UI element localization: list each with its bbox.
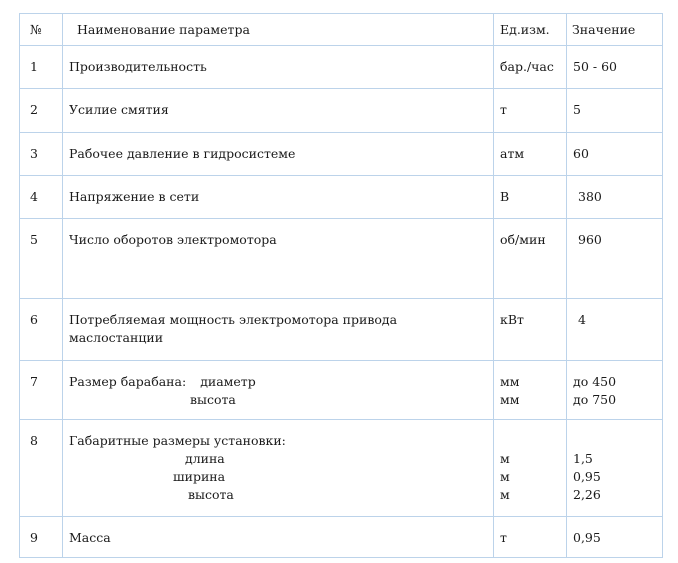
row-value: 960 <box>567 219 663 299</box>
row-sub-width: ширина <box>173 469 226 484</box>
table-row <box>20 361 663 420</box>
row-unit: кВт <box>494 299 567 361</box>
row-value-2: до 750 <box>573 392 617 407</box>
row-sub-diameter: диаметр <box>200 374 256 389</box>
row-unit-1: мм <box>500 374 520 389</box>
row-sub-length: длина <box>185 451 225 466</box>
row-num: 2 <box>20 89 63 133</box>
row-value: 4 <box>567 299 663 361</box>
row-unit: атм <box>494 133 567 176</box>
row-name-main: Габаритные размеры установки: <box>69 433 286 448</box>
row-value <box>567 420 663 517</box>
row-name-main: Размер барабана: <box>69 374 187 389</box>
table-row <box>20 299 663 361</box>
row-name-line1: Потребляемая мощность электромотора привода <box>69 312 398 327</box>
row-value <box>567 361 663 420</box>
table-row <box>20 133 663 176</box>
row-num: 4 <box>20 176 63 219</box>
row-name: Рабочее давление в гидросистеме <box>63 133 494 176</box>
row-name: Усилие смятия <box>63 89 494 133</box>
row-unit: бар./час <box>494 46 567 89</box>
spec-table <box>19 13 663 558</box>
row-num: 6 <box>20 299 63 361</box>
row-name: Производительность <box>63 46 494 89</box>
row-name-line2: маслостанции <box>69 330 164 345</box>
row-num: 9 <box>20 517 63 558</box>
row-unit-3: м <box>500 487 510 502</box>
row-name: Число оборотов электромотора <box>63 219 494 299</box>
row-unit-1: м <box>500 451 510 466</box>
row-name <box>63 299 494 361</box>
row-unit: об/мин <box>494 219 567 299</box>
header-value: Значение <box>567 14 663 46</box>
row-sub-height: высота <box>188 487 234 502</box>
table-header-row <box>20 14 663 46</box>
row-unit <box>494 361 567 420</box>
row-value-1: 1,5 <box>573 451 593 466</box>
row-unit-2: мм <box>500 392 520 407</box>
row-value: 0,95 <box>567 517 663 558</box>
row-num: 5 <box>20 219 63 299</box>
table-row <box>20 517 663 558</box>
row-value: 50 - 60 <box>567 46 663 89</box>
row-name <box>63 420 494 517</box>
row-num: 1 <box>20 46 63 89</box>
table-row <box>20 219 663 299</box>
row-num: 7 <box>20 361 63 420</box>
row-unit-2: м <box>500 469 510 484</box>
row-unit <box>494 420 567 517</box>
row-name <box>63 361 494 420</box>
row-num: 8 <box>20 420 63 517</box>
row-value: 5 <box>567 89 663 133</box>
row-value: 60 <box>567 133 663 176</box>
table-row <box>20 420 663 517</box>
row-value-1: до 450 <box>573 374 617 389</box>
row-value: 380 <box>567 176 663 219</box>
row-value-2: 0,95 <box>573 469 601 484</box>
table-row <box>20 46 663 89</box>
header-num: № <box>20 14 63 46</box>
row-value-3: 2,26 <box>573 487 601 502</box>
row-unit: В <box>494 176 567 219</box>
header-name: Наименование параметра <box>63 14 494 46</box>
row-name: Масса <box>63 517 494 558</box>
row-unit: т <box>494 89 567 133</box>
row-unit: т <box>494 517 567 558</box>
row-num: 3 <box>20 133 63 176</box>
table-row <box>20 89 663 133</box>
row-sub-height: высота <box>190 392 236 407</box>
header-unit: Ед.изм. <box>494 14 567 46</box>
row-name: Напряжение в сети <box>63 176 494 219</box>
table-row <box>20 176 663 219</box>
